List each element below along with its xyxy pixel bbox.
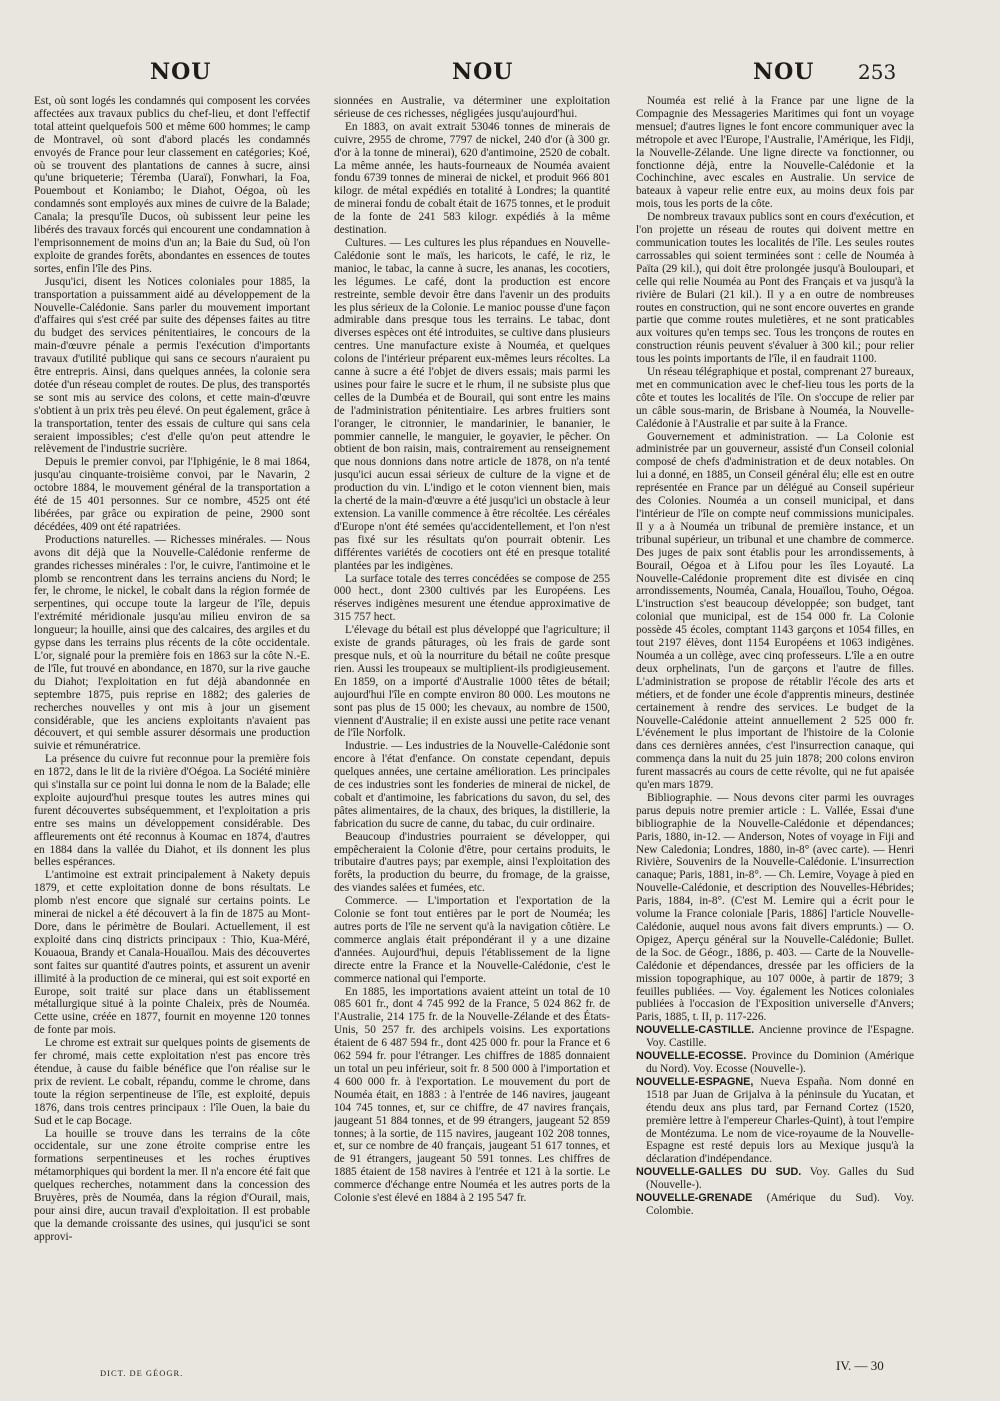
paragraph: Commerce. — L'importation et l'exportation de la Colonie se font tout entières par le port de Nouméa; les autres ports de l'île ne servent qu'à la navigation côtière. Le commerce anglais était prépondérant il y a une dizaine d'années. Aujourd'hui, depuis l'établissement de la ligne directe entre la France et la Nouvelle-Calédonie, c'est le commerce national qui l'emporte. [334, 895, 610, 985]
paragraph: En 1885, les importations avaient atteint un total de 10 085 601 fr., dont 4 745 992 de la France, 5 024 862 fr. de l'Australie, 214 175 fr. de la Nouvelle-Zélande et des États-Unis, 50 257 fr. des archipels voisins. Les exportations étaient de 6 487 594 fr., dont 425 000 fr. pour la France et 6 062 594 fr. pour l'étranger. Les chiffres de 1885 donnaient un total un peu inférieur, soit fr. 8 500 000 à l'importation et 4 600 000 fr. à l'exportation. Le mouvement du port de Nouméa était, en 1883 : à l'entrée de 146 navires, jaugeant 104 745 tonnes, et, sur ce chiffre, de 47 navires français, jaugeant 51 884 tonnes, et de 99 étrangers, jaugeant 52 859 tonnes; à la sortie, de 115 navires, jaugeant 102 208 tonnes, et, sur ce nombre de 40 français, jaugeant 51 617 tonnes, et de 91 étrangers, jaugeant 50 591 tonnes. Les chiffres de 1885 étaient de 158 navires à l'entrée et 121 à la sortie. Le commerce d'échange entre Nouméa et les autres ports de la Colonie s'est élevé en 1884 à 2 195 547 fr. [334, 985, 610, 1205]
entry-text: Province du Dominion (Amérique du Nord). Voy. Ecosse (Nouvelle-). [646, 1050, 914, 1075]
paragraph: La présence du cuivre fut reconnue pour la première fois en 1872, dans le lit de la rivière d'Oégoa. La Société minière qui s'installa sur ce point lui donna le nom de la Balade; elle exploite aujourd'hui presque toutes les autres mines qui furent découvertes subséquemment, et l'exploitation a pris entre ses mains un développement considérable. Des affleurements ont été reconnus à Koumac en 1874, d'autres en 1884 dans la vallée du Diahot, et ils donnent les plus belles espérances. [34, 753, 310, 869]
paragraph: Est, où sont logés les condamnés qui composent les corvées affectées aux travaux publics du chef-lieu, et dont l'effectif total atteint quelquefois 500 et même 600 hommes; le camp de Montravel, où sont d'abord placés les condamnés envoyés de France pour leur classement en catégories; Koé, où se trouvent des plantations de cannes à sucre, ainsi qu'une briqueterie; Téremba (Uaraï), Fonwhari, la Foa, Pouembout et Koniambo; le Diahot, Oégoa, où les condamnés sont employés aux mines de cuivre de la Balade; Canala; la presqu'île Ducos, où subissent leur peine les libérés des travaux forcés qui encourent une condamnation à l'emprisonnement de moins d'un an; la Baie du Sud, où l'on exploite de grandes forêts, abondantes en essences de toutes sortes, enfin l'île des Pins. [34, 95, 310, 275]
paragraph: La houille se trouve dans les terrains de la côte occidentale, sur une zone étroite comprise entre les formations serpentineuses et les roches éruptives métamorphiques qui bordent la mer. Il n'a encore été fait que quelques recherches, notamment dans la concession des Bruyères, près de Nouméa, dans la région d'Ourail, mais, pour ainsi dire, aucun travail d'exploitation. Il est probable que la demande croissante des usines, qui jusqu'ici se sont approvi- [34, 1127, 310, 1243]
text-column-middle [334, 95, 610, 1335]
text-column-right [636, 95, 914, 1335]
entry-headword: NOUVELLE-CASTILLE. [636, 1024, 755, 1037]
entry-text: Ancienne province de l'Espagne. Voy. Castille. [646, 1024, 914, 1050]
entry-headword: NOUVELLE-ESPAGNE, [636, 1075, 754, 1088]
paragraph: Beaucoup d'industries pourraient se développer, qui empêcheraient la Colonie d'être, pour certains produits, le tributaire d'autres pays; par exemple, ainsi l'exploitation des forêts, la production du beurre, du fromage, de la graisse, des viandes salées et fumées, etc. [334, 830, 610, 895]
dictionary-entry [636, 1192, 914, 1218]
dictionary-entry [636, 1024, 914, 1050]
paragraph: Bibliographie. — Nous devons citer parmi les ouvrages parus depuis notre premier article : L. Vallée, Essai d'une bibliographie de la Nouvelle-Calédonie et dépendances; Paris, 1880, in-12. — Anderson, Notes of voyage in Fiji and New Caledonia; Londres, 1880, in-8° (avec carte). — Henri Rivière, Souvenirs de la Nouvelle-Calédonie. L'insurrection canaque; Paris, 1881, in-8°. — Ch. Lemire, Voyage à pied en Nouvelle-Calédonie, et description des Nouvelles-Hébrides; Paris, 1884, in-8°. (C'est M. Lemire qui a écrit pour le volume la France coloniale [Paris, 1886] l'article Nouvelle-Calédonie, auquel nous avons fait divers emprunts.) — O. Opigez, Aperçu général sur la Nouvelle-Calédonie; Bullet. de la Soc. de Géogr., 1886, p. 403. — Carte de la Nouvelle-Calédonie et dépendances, dressée par les officiers de la mission topographique, au 107 000e, à partir de 1879; 3 feuilles publiées. — Voy. également les Notices coloniales publiées à l'occasion de l'Exposition universelle d'Anvers; Paris, 1885, t. II, p. 117-226. [636, 791, 914, 1024]
paragraph: Productions naturelles. — Richesses minérales. — Nous avons dit déjà que la Nouvelle-Calédonie renferme de grandes richesses minérales : l'or, le cuivre, l'antimoine et le plomb se rencontrent dans les terrains anciens du Nord; le fer, le chrome, le nickel, le cobalt dans la région formée de serpentines, qui occupe toute la largeur de l'île, depuis l'extrémité méridionale jusqu'au milieu environ de sa longueur; la houille, ainsi que des calcaires, des argiles et du gypse dans les terrains plus récents de la côte occidentale. L'or, signalé pour la première fois en 1863 sur la côte N.-E. de l'île, fut trouvé en abondance, en 1870, sur la rive gauche du Diahot; l'exploitation en fut déjà abandonnée en septembre 1875, puis reprise en 1882; des galeries de recherches nouvelles y ont mis à jour un gisement considérable, que les anciens exploitants n'avaient pas découvert, et qui semble assurer désormais une production suivie et rémunératrice. [34, 533, 310, 753]
paragraph: L'antimoine est extrait principalement à Nakety depuis 1879, et cette exploitation donne de bons résultats. Le plomb n'est encore que signalé sur certains points. Le minerai de nickel a été découvert à la fin de 1875 au Mont-Dore, dans le périmètre de Boulari. Actuellement, il est exploité dans cinq districts principaux : Thio, Kua-Méré, Kouaoua, Brandy et Canala-Houaïlou. Mais des découvertes sont faites sur quantité d'autres points, et assurent un avenir illimité à la production de ce minerai, qui est soit exporté en Europe, soit traité sur place dans un établissement métallurgique situé à la pointe Chaleix, près de Nouméa. Cette usine, créée en 1877, fournit en moyenne 120 tonnes de fonte par mois. [34, 869, 310, 1037]
entry-text: Voy. Galles du Sud (Nouvelle-). [646, 1166, 914, 1192]
dictionary-entry [636, 1076, 914, 1166]
running-head-left: NOU [150, 59, 212, 85]
footer-volume: IV. — 30 [836, 1358, 884, 1373]
page-number: 253 [858, 60, 897, 84]
running-head-right: NOU [753, 59, 815, 85]
paragraph: L'élevage du bétail est plus développé que l'agriculture; il existe de grands pâturages, où les frais de garde sont presque nuls, et où la nourriture du bétail ne coûte presque rien. Aussi les troupeaux se multiplient-ils prodigieusement. En 1859, on a importé d'Australie 1000 têtes de bétail; aujourd'hui l'île en compte environ 80 000. Les moutons ne sont pas plus de 15 000; les chevaux, au nombre de 1500, viennent d'Australie; il en existe aussi une petite race venant de l'île Norfolk. [334, 624, 610, 740]
paragraph: Gouvernement et administration. — La Colonie est administrée par un gouverneur, assisté d'un Conseil colonial composé de chefs d'administration et de deux notables. On lui a donné, en 1885, un Conseil général élu; elle est en outre représentée en France par un délégué au Conseil supérieur des Colonies. Nouméa a un conseil municipal, et dans l'intérieur de l'île on compte neuf commissions municipales. Il y a à Nouméa un tribunal de première instance, et un tribunal supérieur, un tribunal et une chambre de commerce. Des juges de paix sont établis pour les arrondissements, à Bourail, Oégoa et à Lifou pour les îles Loyauté. La Nouvelle-Calédonie proprement dite est divisée en cinq arrondissements, Nouméa, Canala, Houaïlou, Touho, Oégoa. L'instruction s'est beaucoup développée; son budget, tant colonial que municipal, est de 154 000 fr. La Colonie possède 45 écoles, comptant 1143 garçons et 1054 filles, en tout 2197 élèves, dont 1154 Européens et 1063 indigènes. Nouméa a un collège, avec cinq professeurs. L'île a en outre deux orphelinats, l'un de garçons et l'autre de filles. L'administration se propose de rétablir l'école des arts et métiers, et de fonder une école d'apprentis mineurs, destinée certainement à rendre des services. Le budget de la Nouvelle-Calédonie atteint annuellement 2 525 000 fr. L'événement le plus important de l'histoire de la Colonie dans ces dernières années, c'est l'insurrection canaque, qui commença dans la nuit du 25 juin 1878; 200 colons environ furent massacrés au cours de cette révolte, qui ne fut apaisée qu'en mars 1879. [636, 430, 914, 792]
text-column-left [34, 95, 310, 1335]
paragraph: Cultures. — Les cultures les plus répandues en Nouvelle-Calédonie sont le maïs, les haricots, le café, le riz, le manioc, le tabac, la canne à sucre, les ananas, les cocotiers, les légumes. Le café, dont la production est encore restreinte, semble devoir être dans l'avenir un des produits les plus sérieux de la Colonie. Le manioc pousse d'une façon admirable dans presque tous les terrains. Le tabac, dont diverses espèces ont été introduites, se cultive dans plusieurs centres. Une manufacture existe à Nouméa, et quelques colons de l'intérieur préparent eux-mêmes leurs récoltes. La canne à sucre a été l'objet de divers essais; mais parmi les usines pour faire le sucre et le rhum, il ne subsiste plus que celles de la Dumbéa et de Bourail, qui sont entre les mains de l'administration pénitentiaire. Les arbres fruitiers sont l'oranger, le citronnier, le mandarinier, le bananier, le pommier cannelle, le manguier, le goyavier, le pêcher. On obtient de bon raisin, mais, contrairement au renseignement que nous donnions dans notre article de 1878, on n'a tenté jusqu'ici aucun essai sérieux de culture de la vigne et de production du vin. L'indigo et le coton viennent bien, mais la cherté de la main-d'œuvre a été jusqu'ici un obstacle à leur extension. La vanille commence à être récoltée. Les céréales d'Europe n'ont été semées qu'accidentellement, et l'on n'est pas fixé sur les résultats qu'on pourrait obtenir. Les différentes variétés de cocotiers ont été en presque totalité plantées par les indigènes. [334, 236, 610, 572]
entry-text: Nueva España. Nom donné en 1518 par Juan de Grijalva à la péninsule du Yucatan, et étendu deux ans plus tard, par Fernand Cortez (1520, première lettre à l'empereur Charles-Quint), à tout l'empire de Montézuma. Le nom de vice-royaume de la Nouvelle-Espagne est resté depuis lors au Mexique jusqu'à la déclaration d'indépendance. [646, 1075, 914, 1166]
paragraph: Un réseau télégraphique et postal, comprenant 27 bureaux, met en communication avec le chef-lieu tous les ports de la côte et toutes les localités de l'île. On s'occupe de relier par un câble sous-marin, de Brisbane à Nouméa, la Nouvelle-Calédonie à l'Australie et par suite à la France. [636, 366, 914, 430]
paragraph: En 1883, on avait extrait 53046 tonnes de minerais de cuivre, 2955 de chrome, 7797 de nickel, 240 d'or (à 300 gr. d'or à la tonne de minerai), 620 d'antimoine, 2520 de cobalt. La même année, les hauts-fourneaux de Nouméa avaient fondu 6739 tonnes de minerai de nickel, et produit 966 801 kilogr. de métal expédiés en totalité à Londres; la quantité de minerai fondu de cobalt était de 1675 tonnes, et le produit de la fonte de 241 583 kilogr. expédiés à la même destination. [334, 120, 610, 237]
dictionary-entry [636, 1050, 914, 1076]
entry-headword: NOUVELLE-ECOSSE. [636, 1050, 747, 1063]
running-head-middle: NOU [452, 59, 514, 85]
entry-text: (Amérique du Sud). Voy. Colombie. [646, 1192, 914, 1217]
entry-headword: NOUVELLE-GALLES DU SUD. [636, 1166, 802, 1179]
paragraph: Jusqu'ici, disent les Notices coloniales pour 1885, la transportation a puissamment aidé au développement de la Nouvelle-Calédonie. Sans parler du mouvement important d'affaires qui s'est créé par suite des dépenses faites au titre du budget des services pénitentiaires, le concours de la main-d'œuvre pénale a permis l'exécution d'importants travaux d'utilité publique qui sans ce secours n'auraient pu être entrepris. Ainsi, dans quelques années, la colonie sera dotée d'un réseau complet de routes. De plus, des transportés se sont mis au service des colons, et cette main-d'œuvre s'obtient à un prix très peu élevé. On peut également, grâce à la transportation, tenter des essais de culture qui sans cela seraient impossibles; c'est d'elle qu'on peut attendre le relèvement de l'industrie sucrière. [34, 275, 310, 456]
paragraph: sionnées en Australie, va déterminer une exploitation sérieuse de ces richesses, négligées jusqu'aujourd'hui. [334, 95, 610, 120]
paragraph: Nouméa est relié à la France par une ligne de la Compagnie des Messageries Maritimes qui font un voyage mensuel; d'autres lignes le font encore communiquer avec la métropole et avec l'Europe, l'Australie, l'Amérique, les Fidji, la Nouvelle-Zélande. Une ligne directe va fonctionner, ou fonctionne déjà, entre la Nouvelle-Calédonie et la Cochinchine, avec escales en Australie. Un service de bateaux à vapeur relie entre eux, au moins deux fois par mois, tous les ports de la côte. [636, 95, 914, 211]
paragraph: Le chrome est extrait sur quelques points de gisements de fer chromé, mais cette exploitation n'est pas encore très étendue, à cause du faible bénéfice que l'on réalise sur le prix de revient. Le cobalt, répandu, comme le chrome, dans toute la région serpentineuse de l'île, est exploité, depuis 1876, dans trois centres principaux : l'île Ouen, la baie du Sud et le cap Bocage. [34, 1037, 310, 1127]
paragraph: Depuis le premier convoi, par l'Iphigénie, le 8 mai 1864, jusqu'au cinquante-troisième convoi, par le Navarin, 2 octobre 1884, le mouvement général de la transportation a été de 15 401 personnes. Sur ce nombre, 4525 ont été libérées, par grâce ou expiration de peine, 2900 sont décédées, 409 ont été rapatriées. [34, 456, 310, 533]
entry-headword: NOUVELLE-GRENADE [636, 1192, 753, 1205]
footer-signature: DICT. DE GÉOGR. [100, 1368, 184, 1378]
paragraph: La surface totale des terres concédées se compose de 255 000 hect., dont 2300 cultivés par les Européens. Les réserves indigènes mesurent une étendue approximative de 315 757 hect. [334, 572, 610, 624]
dictionary-entry [636, 1166, 914, 1192]
paragraph: Industrie. — Les industries de la Nouvelle-Calédonie sont encore à l'état d'enfance. On constate cependant, depuis quelques années, une certaine amélioration. Les principales de ces industries sont les fonderies de minerai de nickel, de cobalt et d'antimoine, les fabrications du savon, du sel, des pâtes alimentaires, de la chaux, des briques, la distillerie, la fabrication du sucre de canne, du tabac, du cuir ordinaire. [334, 740, 610, 830]
paragraph: De nombreux travaux publics sont en cours d'exécution, et l'on projette un réseau de routes qui doivent mettre en communication toutes les localités de l'île. Les seules routes carrossables qui soient terminées sont : celle de Nouméa à Païta (29 kil.), qui doit être prolongée jusqu'à Bouloupari, et celle qui relie Nouméa au Pont des Français et va jusqu'à la rivière de Bulari (21 kil.). Il y a en outre de nombreuses routes en construction, qui ne sont encore ouvertes en grande partie que comme routes muletières, et ne sont praticables aux voitures qu'en temps sec. Tous les tronçons de routes en construction réunis peuvent s'évaluer à 300 kil.; pour relier tous les points importants de l'île, il en faudrait 1100. [636, 211, 914, 366]
